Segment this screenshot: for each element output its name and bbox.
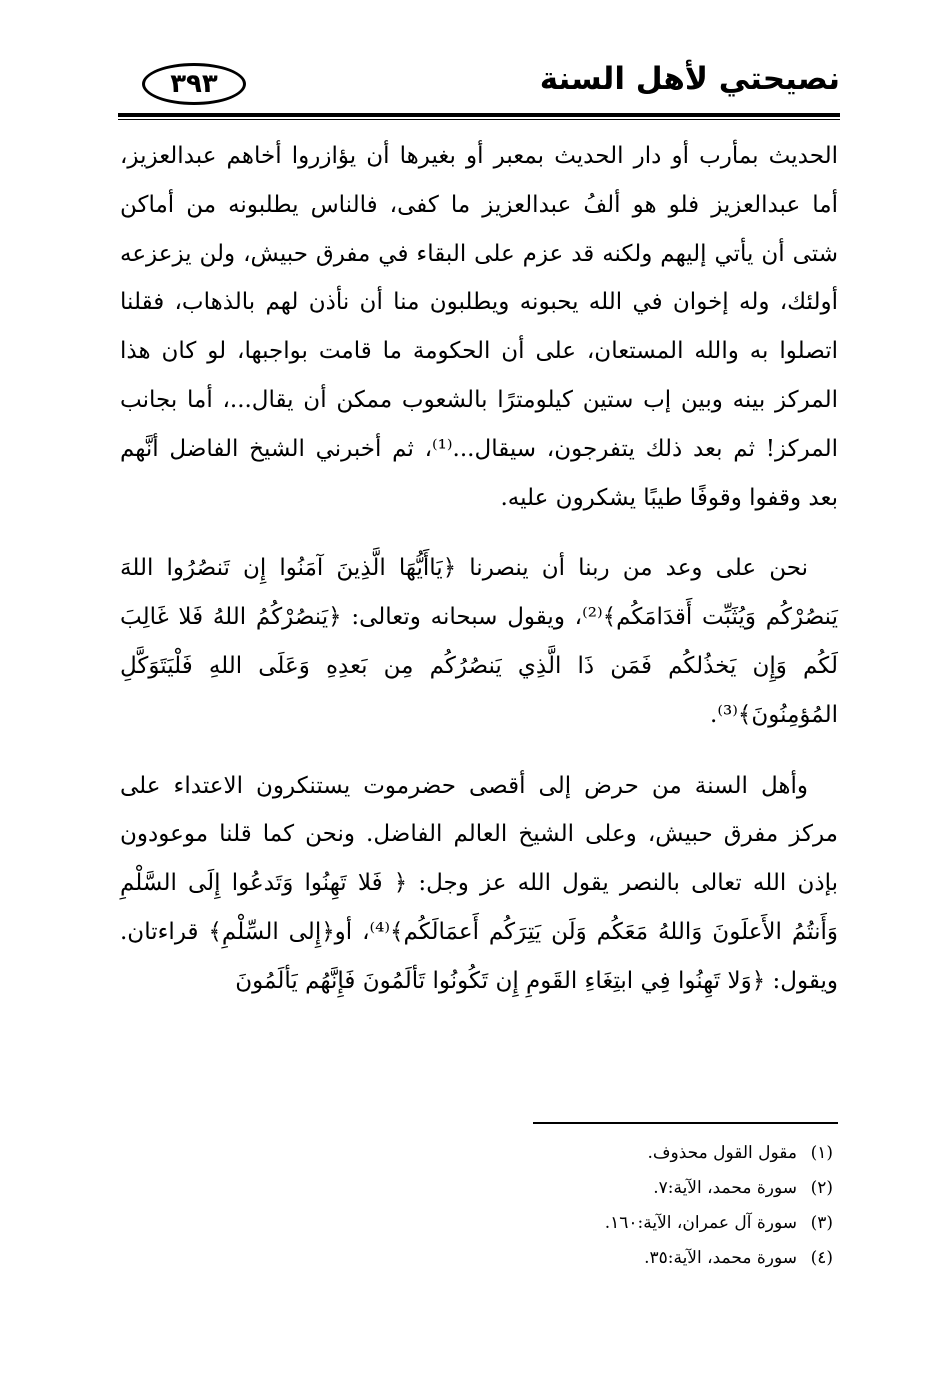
- footnote-number: (٣): [810, 1213, 833, 1233]
- footnote-separator: [533, 1122, 838, 1124]
- footnote: [433, 1171, 833, 1206]
- footnote-text: سورة محمد، الآية:٣٥.: [644, 1248, 797, 1268]
- footnote-number: (١): [810, 1143, 833, 1163]
- footnote-number: (٢): [810, 1178, 833, 1198]
- header-rule-thin: [118, 119, 840, 120]
- footnotes: [433, 1136, 833, 1276]
- paragraph: الحديث بمأرب أو دار الحديث بمعبر أو بغيرها أن يؤازروا أخاهم عبدالعزيز، أما عبدالعزيز فلو هو ألفُ عبدالعزيز ما كفى، فالناس يطلبونه من أماكن شتى أن يأتي إليهم ولكنه قد عزم على البقاء في مفرق حبيش، ولن يزعزعه أولئك، وله إخوان في الله يحبونه ويطلبون منا أن نأذن لهم بالذهاب، فقلنا اتصلوا به والله المستعان، على أن الحكومة ما قامت بواجبها، لو كان هذا المركز بينه وبين إب ستين كيلومترًا بالشعوب ممكن أن يقال...، أما بجانب المركز! ثم بعد ذلك يتفرجون، سيقال...⁽¹⁾، ثم أخبرني الشيخ الفاضل أنَّهم بعد وقفوا وقوفًا طيبًا يشكرون عليه.: [120, 143, 838, 511]
- running-title: نصيحتي لأهل السنة: [539, 61, 840, 97]
- footnote-number: (٤): [810, 1248, 833, 1268]
- page-number: ٣٩٣: [170, 69, 218, 99]
- footnote-text: مقول القول محذوف.: [647, 1143, 797, 1163]
- page-header: [118, 55, 840, 125]
- footnote: [433, 1241, 833, 1276]
- page-number-badge: [142, 63, 246, 105]
- footnote-text: سورة آل عمران، الآية:١٦٠.: [604, 1213, 797, 1233]
- body-text: [120, 132, 838, 1006]
- paragraph: وأهل السنة من حرض إلى أقصى حضرموت يستنكرون الاعتداء على مركز مفرق حبيش، وعلى الشيخ العالم الفاضل. ونحن كما قلنا موعودون بإذن الله تعالى بالنصر يقول الله عز وجل: ﴿ فَلا تَهِنُوا وَتَدعُوا إِلَى السَّلْمِ وَأَنتُمُ الأَعلَونَ وَاللهُ مَعَكُم وَلَن يَتِرَكُم أَعمَالَكُم﴾⁽⁴⁾، أو﴿إِلى السِّلْمِ﴾ قراءتان. ويقول: ﴿وَلا تَهِنُوا فِي ابتِغَاءِ القَومِ إِن تَكُونُوا تَألَمُونَ فَإِنَّهُم يَألَمُونَ: [120, 772, 838, 994]
- header-rule: [118, 113, 840, 117]
- footnote-text: سورة محمد، الآية:٧.: [653, 1178, 797, 1198]
- paragraph: نحن على وعد من ربنا أن ينصرنا ﴿يَاأَيُّهَا الَّذِينَ آمَنُوا إِن تَنصُرُوا اللهَ يَنصُرْكُم وَيُثَبِّت أَقدَامَكُم﴾⁽²⁾، ويقول سبحانه وتعالى: ﴿يَنصُرْكُمُ اللهُ فَلا غَالِبَ لَكُم وَإِن يَخذُلكُم فَمَن ذَا الَّذِي يَنصُرُكُم مِن بَعدِهِ وَعَلَى اللهِ فَلْيَتَوَكَّلِ المُؤمِنُونَ﴾⁽³⁾.: [120, 555, 838, 728]
- footnote: [433, 1206, 833, 1241]
- footnote: [433, 1136, 833, 1171]
